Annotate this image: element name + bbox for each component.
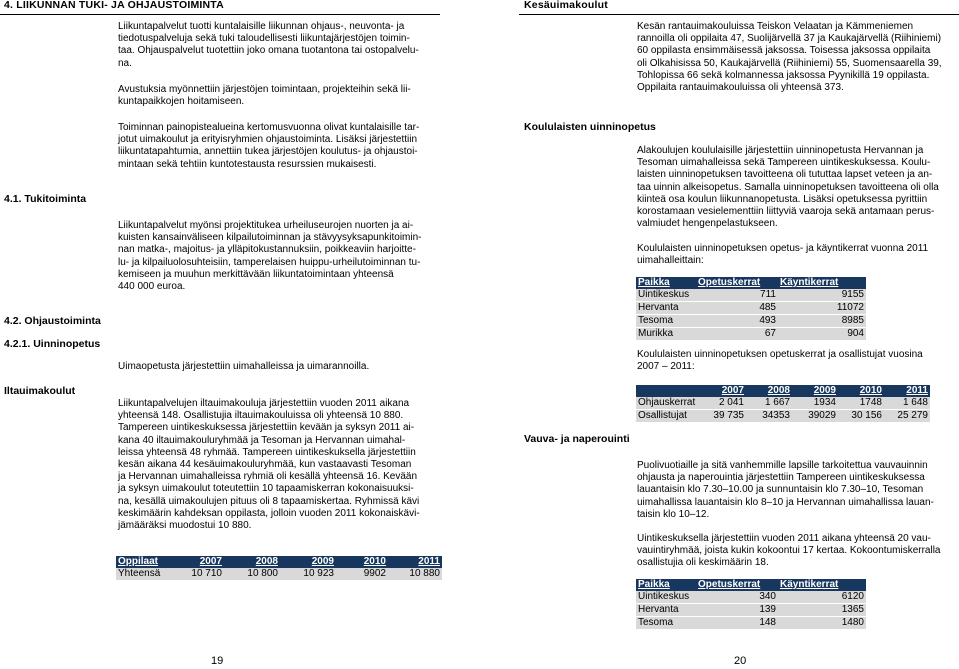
paragraph-project-support: Liikuntapalvelut myönsi projektitukea urheiluseurojen nuorten ja ai- kuisten kansainväliseen kilpailutoiminnan ja stävyysyksapunkitoimin- nan matka-, majoitus- ja ylläpitokustannuksiin, poikkeaviin harjoitte- lu- ja kilpailuolosuhteisiin, tamperelaisen huippu-urheilutoiminnan tu- kemiseen ja muuhun merkittävään liikuntatoimintaan yhteensä 440 000 euroa.	[118, 220, 422, 293]
table-header-cell: 2010	[336, 556, 388, 568]
heading-ohjaustoiminta: 4.2. Ohjaustoiminta	[4, 315, 101, 327]
left-page-header: 4. LIIKUNNAN TUKI- JA OHJAUSTOIMINTA	[4, 0, 224, 11]
school-visits-table	[636, 277, 866, 340]
table-header-cell: Opetuskerrat	[696, 277, 778, 289]
table-cell: 148	[696, 617, 778, 630]
paragraph-evening-schools: Liikuntapalvelujen iltauimakouluja järjestettiin vuoden 2011 aikana yhteensä 148. Osallistujia iltauimakouluissa oli yhteensä 10 880. Tampereen uintikeskuksessa järjestettiin kevään ja syksyn 2011 ai- kana 40 iltauimakouluryhmää ja Tesoman ja Hervannan uimahal- leissa yhteensä 48 ryhmää. Tampereen uintikeskuksella järjestettiin kesän aikana 44 kesäuimakouluryhmää, kun vastaavasti Tesoman ja Hervannan uimahalleissa ryhmiä oli kesällä yhteensä 16. Kevään ja syksyn uimakoulut toteutettiin 10 tapaamiskerran kokonaisuuksi- na, kesällä uimakoulujen pituus oli 8 tapaamiskertaa. Ryhmissä kävi keskimäärin kahdeksan oppilasta, jolloin vuoden 2011 kokonaiskävi- jämääräksi muodostui 10 880.	[118, 398, 420, 532]
table-cell: 39 735	[700, 410, 746, 423]
right-page-header: Kesäuimakoulut	[524, 0, 608, 11]
table-cell: 340	[696, 591, 778, 604]
paragraph-baby-swimming: Puolivuotiaille ja sitä vanhemmille lapsille tarkoitettua vauvauinnin ohjausta ja naperouintia järjestettiin Tampereen uintikeskuksessa lauantaisin klo 7.30–10.00 ja sunnuntaisin klo 7.30–10, Tesoman uimahallissa lauantaisin klo 8–10 ja Hervannan uimahallissa lauan- taisin klo 10–12.	[637, 460, 934, 520]
table-row	[636, 315, 866, 328]
table-header-cell: Käyntikerrat	[778, 277, 866, 289]
table-cell: Ohjauskerrat	[636, 397, 700, 410]
table-header-cell: 2008	[746, 385, 792, 397]
paragraph-summer-schools: Kesän rantauimakouluissa Teiskon Velaatan ja Kämmeniemen rannoilla oli oppilaita 47, Suolijärvellä 37 ja Kaukajärvellä (Riihiniemi) 60 oppilasta ensimmäisessä jaksossa. Toisessa jaksossa oppilaita oli Olkahisissa 50, Kaukajärvellä (Riihiniemi) 55, Suomensaarella 39, Tohlopissa 66 sekä kolmannessa jaksossa Pyynikillä 19 oppilasta. Oppilaita rantauimakouluissa oli yhteensä 373.	[637, 21, 942, 94]
table-cell: 2 041	[700, 397, 746, 410]
table-row	[636, 410, 930, 423]
table-cell: Tesoma	[636, 315, 696, 328]
table-cell: 30 156	[838, 410, 884, 423]
table-header-cell: 2009	[792, 385, 838, 397]
table-row	[636, 604, 866, 617]
table-row	[636, 289, 866, 302]
table-cell: 67	[696, 328, 778, 341]
table-cell: Yhteensä	[116, 568, 180, 580]
heading-iltauimakoulut: Iltauimakoulut	[4, 385, 76, 397]
table-header-cell: 2011	[884, 385, 930, 397]
paragraph-participants-intro: Koululaisten uinninopetuksen opetuskerrat ja osallistujat vuosina 2007 – 2011:	[637, 349, 923, 373]
table-header-row	[116, 556, 442, 568]
table-row	[636, 302, 866, 315]
table-header-cell: Opetuskerrat	[696, 579, 778, 591]
paragraph-services: Liikuntapalvelut tuotti kuntalaisille liikunnan ohjaus-, neuvonta- ja tiedotuspalveluja sekä tuki taloudellisesti liikuntajärjestöjen toimin- taa. Ohjauspalvelut tuotettiin joko omana tuotantona tai ostopalvelu- na.	[118, 21, 419, 69]
paragraph-swimming-teaching: Uimaopetusta järjestettiin uimahalleissa ja uimarannoilla.	[118, 361, 370, 372]
table-cell: 6120	[778, 591, 866, 604]
table-cell: 9902	[336, 568, 388, 580]
table-row	[636, 328, 866, 341]
participants-table	[636, 385, 930, 422]
paragraph-grants: Avustuksia myönnettiin järjestöjen toimintaan, projekteihin sekä lii- kuntapaikkojen hoitamiseen.	[118, 84, 411, 108]
table-header-cell: 2008	[224, 556, 280, 568]
right-header-rule	[519, 14, 959, 15]
table-cell: Osallistujat	[636, 410, 700, 423]
heading-koululaisten-uinninopetus: Koululaisten uinninopetus	[524, 121, 656, 133]
table-cell: 11072	[778, 302, 866, 315]
table-header-cell: Paikka	[636, 277, 696, 289]
left-page-number: 19	[211, 655, 224, 667]
heading-vauva-naperouinti: Vauva- ja naperouinti	[524, 433, 630, 445]
table-cell: Hervanta	[636, 604, 696, 617]
table-cell: Tesoma	[636, 617, 696, 630]
table-cell: Hervanta	[636, 302, 696, 315]
table-header-cell: Paikka	[636, 579, 696, 591]
table-cell: Murikka	[636, 328, 696, 341]
table-cell: 904	[778, 328, 866, 341]
table-header-cell	[636, 385, 700, 397]
table-header-row	[636, 277, 866, 289]
table-cell: 25 279	[884, 410, 930, 423]
table-cell: 10 923	[280, 568, 336, 580]
table-cell: 1480	[778, 617, 866, 630]
table-row	[116, 568, 442, 580]
paragraph-focus-areas: Toiminnan painopistealueina kertomusvuonna olivat kuntalaisille tar- jotut uimakoulut ja erityisryhmien ohjaustoiminta. Lisäksi järjestettiin liikuntatapahtumia, annettiin tukea järjestöjen koulutus- ja ohjaustoi- mintaan sekä tehtiin kuntotestausta resurssien mukaisesti.	[118, 122, 420, 170]
table-cell: Uintikeskus	[636, 591, 696, 604]
table-header-cell: 2009	[280, 556, 336, 568]
table-cell: Uintikeskus	[636, 289, 696, 302]
paragraph-baby-groups: Uintikeskuksella järjestettiin vuoden 2011 aikana yhteensä 20 vau- vauintiryhmää, joista kukin kokoontui 17 kertaa. Kokoontumiskerralla osallistujia oli keskimäärin 18.	[637, 533, 941, 569]
table-cell: 139	[696, 604, 778, 617]
table-row	[636, 591, 866, 604]
paragraph-school-swimming: Alakoulujen koululaisille järjestettiin uinninopetusta Hervannan ja Tesoman uimahalleissa sekä Tampereen uintikeskuksessa. Koulu- laisten uinninopetuksen tavoitteena oli tututtaa lapset veteen ja an- taa uinnin alkeisopetus. Samalla uinninopetuksen tavoitteena oli olla kiinteä osa koulun liikunnanopetusta. Lisäksi opetuksessa pyrittiin korostamaan vesielementtiin liittyviä vaaroja sekä antamaan perus- valmiudet hengenpelastukseen.	[637, 145, 939, 230]
table-cell: 493	[696, 315, 778, 328]
table-cell: 1365	[778, 604, 866, 617]
heading-tukitoiminta: 4.1. Tukitoiminta	[4, 193, 87, 205]
table-header-cell: 2011	[388, 556, 442, 568]
table-header-cell: 2007	[700, 385, 746, 397]
heading-uinninopetus: 4.2.1. Uinninopetus	[4, 338, 101, 350]
table-header-cell: Oppilaat	[116, 556, 180, 568]
table-cell: 1 648	[884, 397, 930, 410]
table-cell: 8985	[778, 315, 866, 328]
table-header-row	[636, 385, 930, 397]
left-header-rule	[0, 14, 440, 15]
table-cell: 39029	[792, 410, 838, 423]
table-cell: 10 710	[180, 568, 224, 580]
baby-swimming-table	[636, 579, 866, 629]
table-cell: 10 800	[224, 568, 280, 580]
table-row	[636, 617, 866, 630]
table-header-cell: 2007	[180, 556, 224, 568]
table-header-cell: 2010	[838, 385, 884, 397]
pupils-table	[116, 556, 442, 580]
table-cell: 711	[696, 289, 778, 302]
table-cell: 9155	[778, 289, 866, 302]
table-header-row	[636, 579, 866, 591]
table-row	[636, 397, 930, 410]
table-cell: 34353	[746, 410, 792, 423]
table-cell: 1934	[792, 397, 838, 410]
table-cell: 1748	[838, 397, 884, 410]
table-header-cell: Käyntikerrat	[778, 579, 866, 591]
paragraph-visits-intro: Koululaisten uinninopetuksen opetus- ja käyntikerrat vuonna 2011 uimahalleittain:	[637, 243, 929, 267]
table-cell: 485	[696, 302, 778, 315]
right-page-number: 20	[734, 655, 747, 667]
table-cell: 10 880	[388, 568, 442, 580]
table-cell: 1 667	[746, 397, 792, 410]
